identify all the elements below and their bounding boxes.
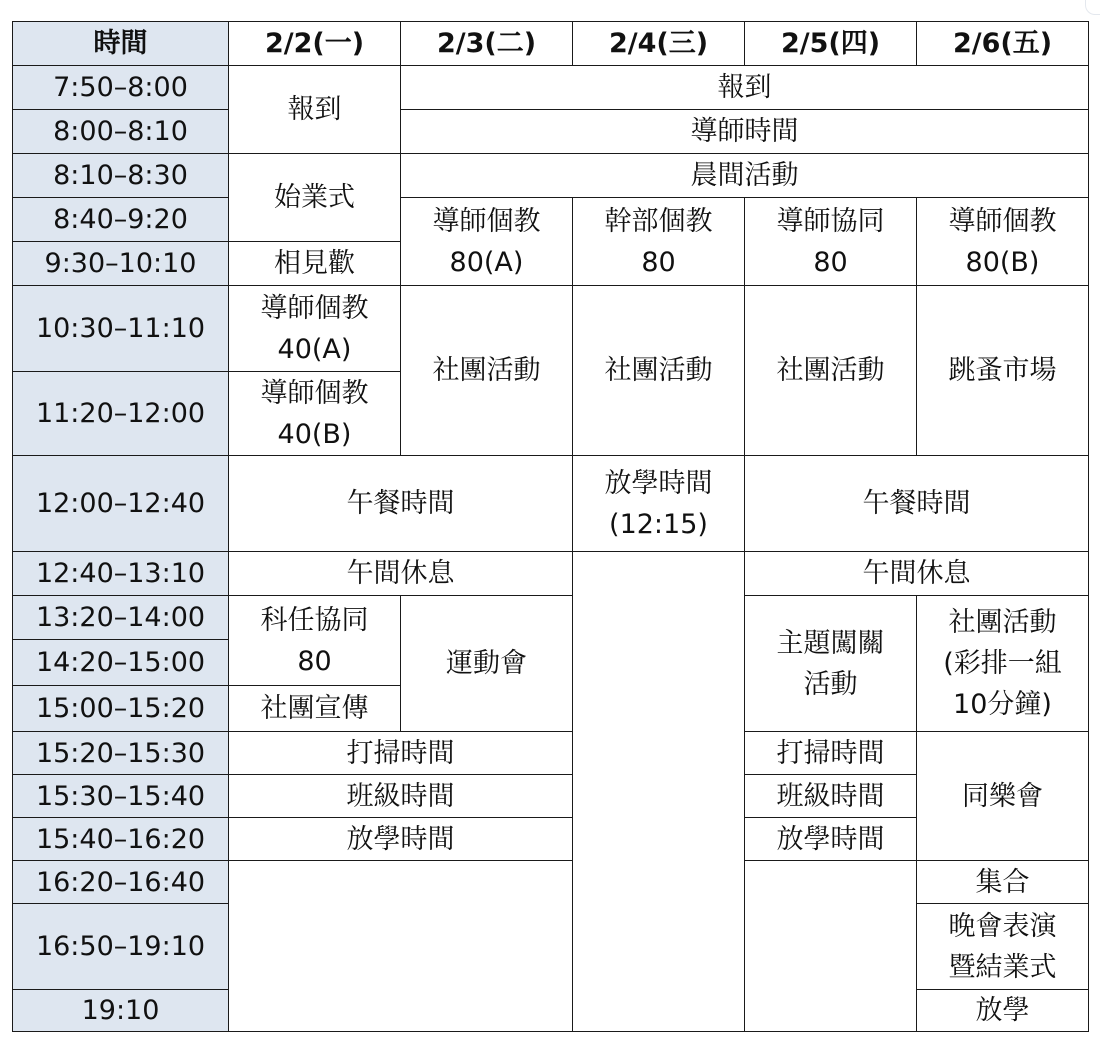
lunch-cell: 午餐時間 bbox=[229, 456, 573, 552]
table-row bbox=[13, 732, 1089, 775]
mentor-tutoring-cell bbox=[917, 198, 1089, 286]
mentor-tutoring-cell bbox=[229, 372, 401, 456]
cadre-tutoring-cell bbox=[573, 198, 745, 286]
cell-line: 40(B) bbox=[277, 418, 352, 450]
dismissal-cell: 放學時間 bbox=[229, 818, 573, 861]
time-cell: 9:30–10:10 bbox=[13, 242, 229, 286]
empty-cell bbox=[229, 861, 573, 1032]
sports-day-cell: 運動會 bbox=[401, 596, 573, 732]
empty-cell bbox=[573, 552, 745, 1032]
cell-line: 導師個教 bbox=[260, 292, 369, 324]
day-header-2-2: 2/2(一) bbox=[229, 22, 401, 66]
cell-line: 晚會表演 bbox=[948, 910, 1057, 942]
time-cell: 10:30–11:10 bbox=[13, 286, 229, 372]
time-cell: 16:20–16:40 bbox=[13, 861, 229, 904]
noon-rest-cell: 午間休息 bbox=[745, 552, 1089, 596]
cell-line: 幹部個教 bbox=[604, 205, 713, 237]
cell-line: 導師個教 bbox=[260, 377, 369, 409]
checkin-cell: 報到 bbox=[401, 66, 1089, 110]
cell-line: 導師個教 bbox=[948, 205, 1057, 237]
time-cell: 19:10 bbox=[13, 990, 229, 1032]
table-row bbox=[13, 154, 1089, 198]
empty-cell bbox=[745, 861, 917, 1032]
cleaning-time-cell: 打掃時間 bbox=[745, 732, 917, 775]
cell-line: 80 bbox=[641, 246, 676, 278]
time-cell: 13:20–14:00 bbox=[13, 596, 229, 640]
table-row bbox=[13, 198, 1089, 242]
theme-challenge-cell bbox=[745, 596, 917, 732]
time-cell: 15:40–16:20 bbox=[13, 818, 229, 861]
cell-line: 暨結業式 bbox=[948, 951, 1057, 983]
class-time-cell: 班級時間 bbox=[745, 775, 917, 818]
noon-rest-cell: 午間休息 bbox=[229, 552, 573, 596]
schedule-table bbox=[12, 21, 1089, 1032]
cell-line: (12:15) bbox=[609, 508, 708, 540]
cell-line: 40(A) bbox=[277, 333, 352, 365]
time-cell: 15:30–15:40 bbox=[13, 775, 229, 818]
cell-line: 80 bbox=[297, 645, 332, 677]
lunch-cell: 午餐時間 bbox=[745, 456, 1089, 552]
gala-closing-cell bbox=[917, 904, 1089, 990]
time-cell: 12:40–13:10 bbox=[13, 552, 229, 596]
table-row bbox=[13, 286, 1089, 372]
table-row bbox=[13, 456, 1089, 552]
header-row bbox=[13, 22, 1089, 66]
table-row bbox=[13, 861, 1089, 904]
cell-line: 導師協同 bbox=[776, 205, 885, 237]
cell-line: 導師個教 bbox=[432, 205, 541, 237]
dismissal-cell: 放學時間 bbox=[745, 818, 917, 861]
club-activity-cell: 社團活動 bbox=[573, 286, 745, 456]
subject-collab-cell bbox=[229, 596, 401, 686]
club-activity-cell: 社團活動 bbox=[401, 286, 573, 456]
time-cell: 8:00–8:10 bbox=[13, 110, 229, 154]
club-activity-cell: 社團活動 bbox=[745, 286, 917, 456]
time-cell: 15:20–15:30 bbox=[13, 732, 229, 775]
opening-ceremony-cell: 始業式 bbox=[229, 154, 401, 242]
club-activity-rehearsal-cell bbox=[917, 596, 1089, 732]
cell-line: 10分鐘) bbox=[953, 689, 1052, 720]
cell-line: 科任協同 bbox=[260, 604, 369, 636]
cell-line: 80(A) bbox=[449, 246, 524, 278]
cell-line: 社團活動 bbox=[948, 607, 1057, 638]
mentor-time-cell: 導師時間 bbox=[401, 110, 1089, 154]
mentor-collab-cell bbox=[745, 198, 917, 286]
time-cell: 8:10–8:30 bbox=[13, 154, 229, 198]
ice-breaker-cell: 相見歡 bbox=[229, 242, 401, 286]
time-cell: 16:50–19:10 bbox=[13, 904, 229, 990]
day-header-2-3: 2/3(二) bbox=[401, 22, 573, 66]
table-row bbox=[13, 66, 1089, 110]
dismissal-cell bbox=[573, 456, 745, 552]
time-cell: 14:20–15:00 bbox=[13, 640, 229, 686]
day-header-2-5: 2/5(四) bbox=[745, 22, 917, 66]
table-row bbox=[13, 596, 1089, 640]
mentor-tutoring-cell bbox=[401, 198, 573, 286]
morning-activity-cell: 晨間活動 bbox=[401, 154, 1089, 198]
time-cell: 8:40–9:20 bbox=[13, 198, 229, 242]
cell-line: 活動 bbox=[803, 668, 858, 700]
cell-line: 80(B) bbox=[965, 246, 1040, 278]
class-time-cell: 班級時間 bbox=[229, 775, 573, 818]
cell-line: (彩排一組 bbox=[943, 648, 1062, 679]
cell-line: 80 bbox=[813, 246, 848, 278]
table-row bbox=[13, 110, 1089, 154]
mentor-tutoring-cell bbox=[229, 286, 401, 372]
time-cell: 15:00–15:20 bbox=[13, 686, 229, 732]
time-cell: 12:00–12:40 bbox=[13, 456, 229, 552]
assembly-cell: 集合 bbox=[917, 861, 1089, 904]
day-header-2-4: 2/4(三) bbox=[573, 22, 745, 66]
day-header-2-6: 2/6(五) bbox=[917, 22, 1089, 66]
flea-market-cell: 跳蚤市場 bbox=[917, 286, 1089, 456]
schedule-container bbox=[12, 21, 1089, 1032]
time-cell: 7:50–8:00 bbox=[13, 66, 229, 110]
time-column-header: 時間 bbox=[13, 22, 229, 66]
dismissal-cell: 放學 bbox=[917, 990, 1089, 1032]
cleaning-time-cell: 打掃時間 bbox=[229, 732, 573, 775]
cell-line: 放學時間 bbox=[604, 467, 713, 499]
checkin-cell: 報到 bbox=[229, 66, 401, 154]
corner-fold-mark bbox=[1085, 0, 1100, 15]
table-row bbox=[13, 552, 1089, 596]
club-promo-cell: 社團宣傳 bbox=[229, 686, 401, 732]
time-cell: 11:20–12:00 bbox=[13, 372, 229, 456]
class-party-cell: 同樂會 bbox=[917, 732, 1089, 861]
cell-line: 主題闖關 bbox=[776, 627, 885, 659]
